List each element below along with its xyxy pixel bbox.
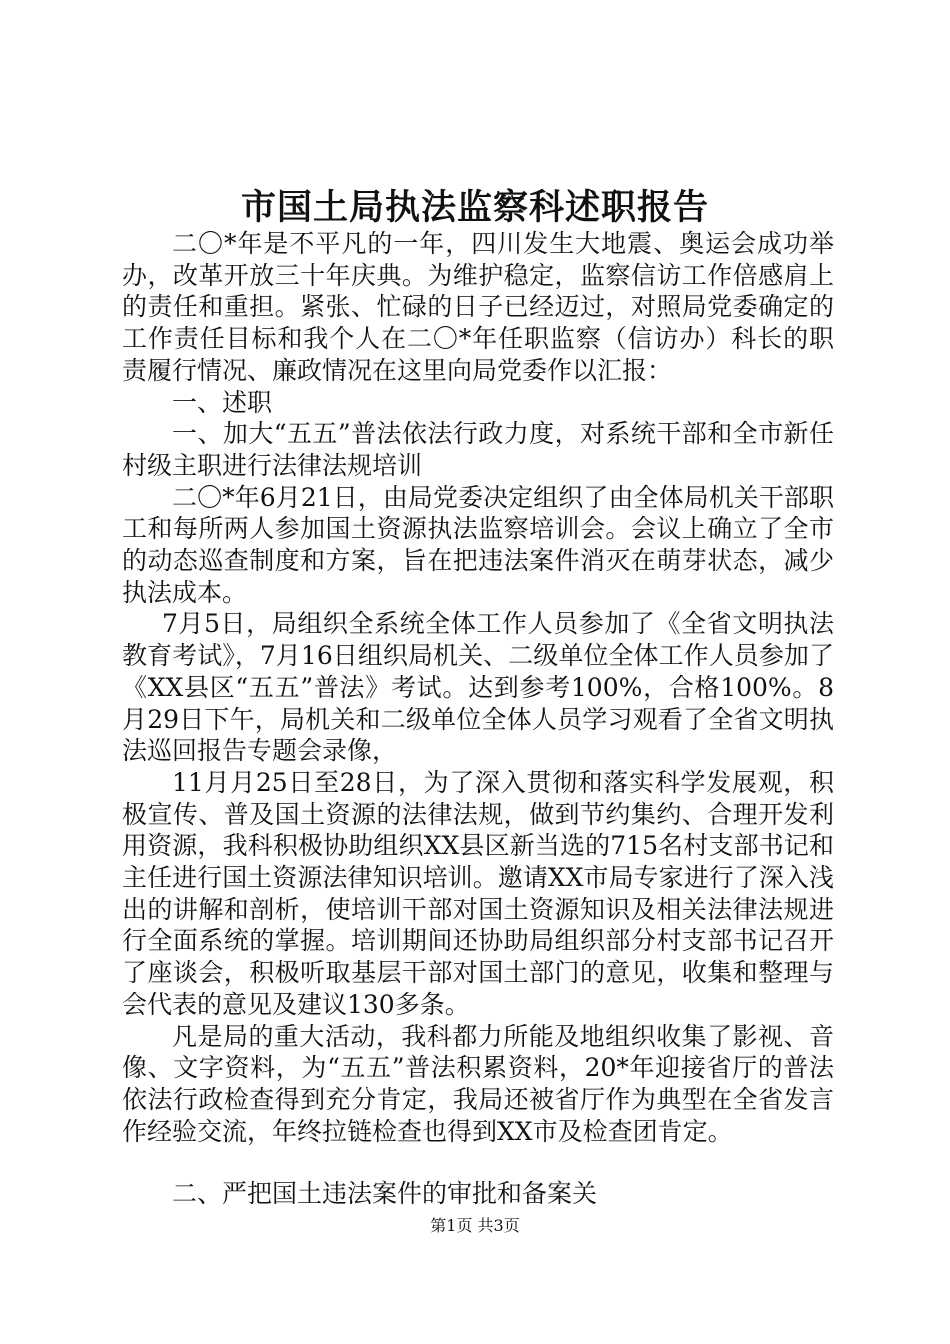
document-title: 市国土局执法监察科述职报告 xyxy=(240,187,709,228)
paragraph-november-training: 11月月25日至28日，为了深入贯彻和落实科学发展观，积极宣传、普及国土资源的法律法规，做到节约集约、合理开发利用资源，我科积极协助组织XX县区新当选的715名村支部书记和主任进行国土资源法律知识培训。邀请XX市局专家进行了深入浅出的讲解和剖析，使培训干部对国土资源知识及相关法律法规进行全面系统的掌握。培训期间还协助局组织部分村支部书记召开了座谈会，积极听取基层干部对国土部门的意见，收集和整理与会代表的意见及建议130多条。 xyxy=(122,767,834,1019)
document-body xyxy=(122,228,834,1210)
section-heading-report: 一、述职 xyxy=(172,387,273,417)
section-heading-case-review: 二、严把国土违法案件的审批和备案关 xyxy=(172,1179,598,1209)
paragraph-intro: 二〇*年是不平凡的一年，四川发生大地震、奥运会成功举办，改革开放三十年庆典。为维护稳定，监察信访工作倍感肩上的责任和重担。紧张、忙碌的日子已经迈过，对照局党委确定的工作责任目标和我个人在二〇*年任职监察（信访办）科长的职责履行情况、廉政情况在这里向局党委作以汇报： xyxy=(122,229,834,385)
paragraph-june-training: 二〇*年6月21日，由局党委决定组织了由全体局机关干部职工和每所两人参加国土资源执法监察培训会。会议上确立了全市的动态巡查制度和方案，旨在把违法案件消灭在萌芽状态，减少执法成本。 xyxy=(122,482,834,607)
subsection-heading-law-training: 一、加大“五五”普法依法行政力度，对系统干部和全市新任村级主职进行法律法规培训 xyxy=(122,419,834,480)
paragraph-july-exams: 7月5日，局组织全系统全体工作人员参加了《全省文明执法教育考试》，7月16日组织局机关、二级单位全体工作人员参加了《XX县区“五五”普法》考试。达到参考100%，合格100%。8月29日下午，局机关和二级单位全体人员学习观看了全省文明执法巡回报告专题会录像， xyxy=(122,609,834,766)
paragraph-major-activities: 凡是局的重大活动，我科都力所能及地组织收集了影视、音像、文字资料，为“五五”普法积累资料，20*年迎接省厅的普法依法行政检查得到充分肯定，我局还被省厅作为典型在全省发言作经验交流，年终拉链检查也得到XX市及检查团肯定。 xyxy=(122,1021,834,1146)
page-footer: 第1页 共3页 xyxy=(430,1216,520,1235)
